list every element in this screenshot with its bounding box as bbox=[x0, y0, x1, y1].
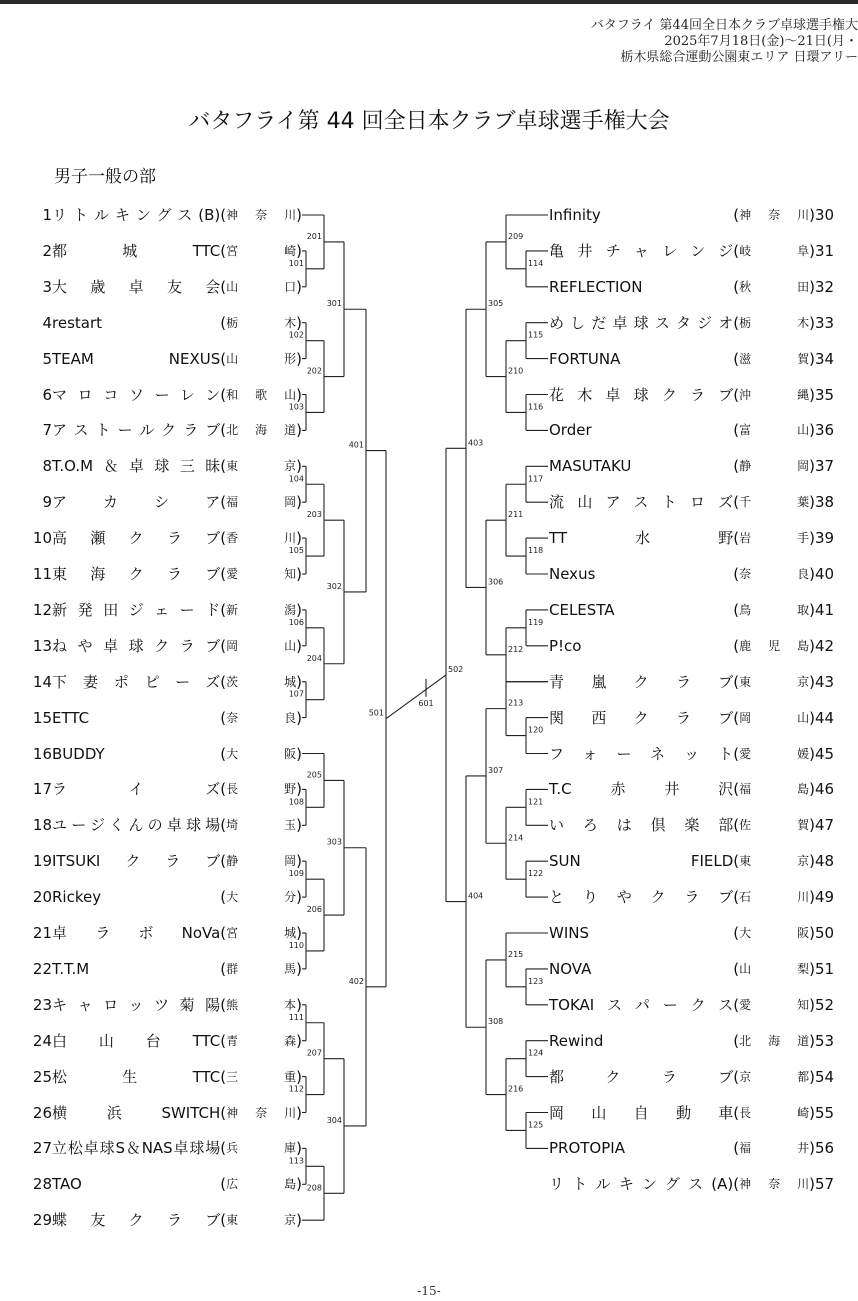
team-name: 松生TTC bbox=[52, 1067, 221, 1086]
team-name: 新発田ジェード bbox=[52, 600, 221, 619]
team-prefecture: 群馬 bbox=[226, 961, 297, 976]
team-seed: 9 bbox=[42, 493, 52, 512]
team-name: 白山台TTC bbox=[52, 1031, 221, 1050]
match-number: 207 bbox=[306, 1048, 322, 1058]
team-entry: Rewind ( 北海道 ) 53 bbox=[549, 1030, 845, 1052]
team-name: アストールクラブ bbox=[52, 421, 221, 440]
team-prefecture: 福島 bbox=[739, 782, 810, 797]
team-seed: 50 bbox=[815, 924, 835, 942]
team-prefecture: 愛媛 bbox=[739, 746, 810, 761]
team-seed: 20 bbox=[32, 888, 52, 907]
team-name: TOKAIスパークス bbox=[549, 995, 734, 1014]
team-prefecture: 静岡 bbox=[739, 459, 810, 474]
team-seed: 24 bbox=[32, 1031, 52, 1050]
team-entry: 岡山自動車 ( 長崎 ) 55 bbox=[549, 1102, 845, 1124]
team-prefecture: 山口 bbox=[226, 279, 297, 294]
team-name: CELESTA bbox=[549, 600, 615, 619]
team-entry: 3 大歳卓友会 ( 山口 ) bbox=[0, 276, 302, 298]
team-name: Infinity bbox=[549, 206, 601, 224]
team-name: とりやクラブ bbox=[549, 888, 734, 907]
team-name: アカシア bbox=[52, 493, 221, 512]
team-name: ライズ bbox=[52, 780, 221, 799]
match-number: 208 bbox=[306, 1183, 322, 1193]
team-seed: 10 bbox=[32, 529, 52, 548]
team-prefecture: 愛知 bbox=[226, 567, 297, 581]
team-entry: 19 ITSUKIクラブ ( 静岡 ) bbox=[0, 850, 302, 872]
match-number: 102 bbox=[288, 330, 304, 340]
team-prefecture: 岩手 bbox=[739, 531, 810, 546]
team-entry: リトルキングス(A) ( 神奈川 ) 57 bbox=[549, 1173, 845, 1195]
match-number: 120 bbox=[528, 725, 544, 735]
team-prefecture: 熊本 bbox=[226, 997, 297, 1012]
team-name: REFLECTION bbox=[549, 277, 643, 296]
team-name: 岡山自動車 bbox=[549, 1103, 734, 1122]
team-name: 亀井チャレンジ bbox=[549, 241, 734, 260]
team-entry: CELESTA ( 鳥取 ) 41 bbox=[549, 599, 845, 621]
team-name: 東海クラブ bbox=[52, 565, 221, 583]
team-prefecture: 長野 bbox=[226, 782, 297, 797]
team-name: restart bbox=[52, 313, 103, 332]
team-seed: 6 bbox=[42, 385, 52, 404]
team-name: Rickey bbox=[52, 888, 102, 907]
team-prefecture: 奈良 bbox=[226, 710, 297, 725]
team-entry: 24 白山台TTC ( 青森 ) bbox=[0, 1030, 302, 1052]
team-name: T.O.M＆卓球三昧 bbox=[52, 457, 221, 476]
match-number: 404 bbox=[468, 891, 484, 901]
team-entry: SUN FIELD ( 東京 ) 48 bbox=[549, 850, 845, 872]
match-number: 307 bbox=[488, 765, 504, 775]
team-prefecture: 長崎 bbox=[739, 1105, 810, 1120]
team-prefecture: 東京 bbox=[226, 1213, 297, 1228]
team-seed: 25 bbox=[32, 1067, 52, 1086]
team-seed: 38 bbox=[815, 493, 835, 512]
team-seed: 11 bbox=[32, 565, 52, 583]
team-seed: 16 bbox=[32, 744, 52, 763]
team-prefecture: 香川 bbox=[226, 531, 297, 546]
match-number: 118 bbox=[528, 546, 544, 556]
team-seed: 18 bbox=[32, 816, 52, 835]
team-seed: 51 bbox=[815, 959, 835, 978]
match-number: 107 bbox=[288, 689, 304, 699]
match-number: 403 bbox=[468, 438, 484, 448]
match-number: 502 bbox=[448, 664, 464, 674]
team-entry: 関西クラブ ( 岡山 ) 44 bbox=[549, 707, 845, 729]
team-name: 下妻ポピーズ bbox=[52, 672, 221, 691]
team-entry: 12 新発田ジェード ( 新潟 ) bbox=[0, 599, 302, 621]
team-prefecture: 栃木 bbox=[739, 315, 810, 330]
team-name: 大歳卓友会 bbox=[52, 277, 221, 296]
team-prefecture: 山形 bbox=[226, 351, 297, 366]
team-prefecture: 広島 bbox=[226, 1177, 297, 1192]
team-entry: 26 横浜SWITCH ( 神奈川 ) bbox=[0, 1102, 302, 1124]
team-entry: TOKAIスパークス ( 愛知 ) 52 bbox=[549, 994, 845, 1016]
team-seed: 46 bbox=[815, 780, 835, 799]
team-seed: 12 bbox=[32, 600, 52, 619]
match-number: 104 bbox=[288, 474, 304, 484]
team-seed: 3 bbox=[42, 277, 52, 296]
team-entry: 27 立松卓球S＆NAS卓球場 ( 兵庫 ) bbox=[0, 1137, 302, 1159]
team-name: 高瀬クラブ bbox=[52, 529, 221, 548]
match-number: 119 bbox=[528, 617, 544, 627]
team-name: キャロッツ菊陽 bbox=[52, 995, 221, 1014]
match-number: 204 bbox=[306, 653, 322, 663]
match-number: 206 bbox=[306, 905, 322, 915]
team-seed: 7 bbox=[42, 421, 52, 440]
team-seed: 42 bbox=[815, 636, 835, 655]
team-prefecture: 福岡 bbox=[226, 495, 297, 510]
team-name: T.T.M bbox=[52, 959, 90, 978]
team-name: 花木卓球クラブ bbox=[549, 385, 734, 404]
team-entry: 花木卓球クラブ ( 沖縄 ) 35 bbox=[549, 384, 845, 406]
team-prefecture: 静岡 bbox=[226, 854, 297, 869]
team-prefecture: 奈良 bbox=[739, 567, 810, 581]
match-number: 215 bbox=[508, 949, 524, 959]
team-entry: 14 下妻ポピーズ ( 茨城 ) bbox=[0, 671, 302, 693]
team-prefecture: 宮城 bbox=[226, 926, 297, 940]
match-number: 306 bbox=[488, 577, 504, 587]
team-prefecture: 大阪 bbox=[739, 926, 810, 940]
match-number: 111 bbox=[288, 1012, 304, 1022]
team-name: PROTOPIA bbox=[549, 1139, 625, 1158]
team-name: 青嵐クラブ bbox=[549, 672, 734, 691]
team-prefecture: 鳥取 bbox=[739, 602, 810, 617]
team-name: TEAM NEXUS bbox=[52, 349, 221, 368]
team-name: 流山アストロズ bbox=[549, 493, 734, 512]
match-number: 114 bbox=[528, 258, 544, 268]
team-entry: 29 蝶友クラブ ( 東京 ) bbox=[0, 1209, 302, 1231]
team-seed: 40 bbox=[815, 565, 835, 583]
team-entry: WINS ( 大阪 ) 50 bbox=[549, 922, 845, 944]
team-seed: 54 bbox=[815, 1067, 835, 1086]
match-number: 125 bbox=[528, 1120, 544, 1130]
team-entry: REFLECTION ( 秋田 ) 32 bbox=[549, 276, 845, 298]
section-title: 男子一般の部 bbox=[54, 167, 156, 187]
team-entry: 25 松生TTC ( 三重 ) bbox=[0, 1066, 302, 1088]
team-seed: 8 bbox=[42, 457, 52, 476]
team-prefecture: 北海道 bbox=[739, 1033, 810, 1048]
match-number: 121 bbox=[528, 797, 544, 807]
team-prefecture: 茨城 bbox=[226, 674, 297, 689]
match-number: 123 bbox=[528, 976, 544, 986]
team-entry: いろは倶楽部 ( 佐賀 ) 47 bbox=[549, 814, 845, 836]
team-seed: 56 bbox=[815, 1139, 835, 1158]
team-name: いろは倶楽部 bbox=[549, 816, 734, 835]
team-prefecture: 宮崎 bbox=[226, 243, 297, 258]
team-name: 蝶友クラブ bbox=[52, 1211, 221, 1230]
team-prefecture: 石川 bbox=[739, 890, 810, 905]
team-entry: Nexus ( 奈良 ) 40 bbox=[549, 563, 845, 585]
team-seed: 17 bbox=[32, 780, 52, 799]
team-entry: 2 都城TTC ( 宮崎 ) bbox=[0, 240, 302, 262]
team-name: フォーネット bbox=[549, 744, 734, 763]
team-entry: 20 Rickey ( 大分 ) bbox=[0, 886, 302, 908]
match-number: 205 bbox=[306, 770, 322, 780]
team-entry: 6 マロコソーレン ( 和歌山 ) bbox=[0, 384, 302, 406]
team-prefecture: 東京 bbox=[739, 674, 810, 689]
team-name: TT水野 bbox=[549, 529, 734, 548]
team-name: マロコソーレン bbox=[52, 385, 221, 404]
match-number: 308 bbox=[488, 1017, 504, 1027]
team-entry: 7 アストールクラブ ( 北海道 ) bbox=[0, 419, 302, 441]
team-entry: 17 ライズ ( 長野 ) bbox=[0, 778, 302, 800]
team-prefecture: 大阪 bbox=[226, 746, 297, 761]
match-number: 402 bbox=[348, 976, 364, 986]
team-entry: 11 東海クラブ ( 愛知 ) bbox=[0, 563, 302, 585]
team-name: Nexus bbox=[549, 565, 596, 583]
team-seed: 27 bbox=[32, 1139, 52, 1158]
match-number: 122 bbox=[528, 869, 544, 879]
team-entry: T.C赤井沢 ( 福島 ) 46 bbox=[549, 778, 845, 800]
team-entry: 23 キャロッツ菊陽 ( 熊本 ) bbox=[0, 994, 302, 1016]
team-prefecture: 神奈川 bbox=[739, 208, 810, 222]
team-entry: 28 TAO ( 広島 ) bbox=[0, 1173, 302, 1195]
match-number: 105 bbox=[288, 546, 304, 556]
team-entry: Infinity ( 神奈川 ) 30 bbox=[549, 204, 845, 226]
team-name: Order bbox=[549, 421, 592, 440]
team-entry: 4 restart ( 栃木 ) bbox=[0, 312, 302, 334]
team-prefecture: 富山 bbox=[739, 423, 810, 438]
team-entry: MASUTAKU ( 静岡 ) 37 bbox=[549, 455, 845, 477]
team-prefecture: 新潟 bbox=[226, 602, 297, 617]
team-seed: 34 bbox=[815, 349, 835, 368]
team-prefecture: 京都 bbox=[739, 1069, 810, 1084]
team-prefecture: 福井 bbox=[739, 1141, 810, 1156]
team-prefecture: 三重 bbox=[226, 1069, 297, 1084]
team-entry: P!co ( 鹿児島 ) 42 bbox=[549, 635, 845, 657]
team-entry: 9 アカシア ( 福岡 ) bbox=[0, 491, 302, 513]
team-prefecture: 岐阜 bbox=[739, 243, 810, 258]
team-prefecture: 神奈川 bbox=[739, 1177, 810, 1192]
team-entry: TT水野 ( 岩手 ) 39 bbox=[549, 527, 845, 549]
match-number: 303 bbox=[326, 837, 342, 847]
team-name: 関西クラブ bbox=[549, 708, 734, 727]
team-seed: 33 bbox=[815, 313, 835, 332]
match-number: 601 bbox=[418, 698, 434, 708]
match-number: 212 bbox=[508, 644, 524, 654]
match-number: 106 bbox=[288, 617, 304, 627]
team-entry: 都クラブ ( 京都 ) 54 bbox=[549, 1066, 845, 1088]
team-prefecture: 鹿児島 bbox=[739, 638, 810, 653]
team-name: WINS bbox=[549, 924, 589, 942]
team-name: SUN FIELD bbox=[549, 852, 734, 871]
team-name: 横浜SWITCH bbox=[52, 1103, 221, 1122]
team-prefecture: 北海道 bbox=[226, 423, 297, 438]
team-name: BUDDY bbox=[52, 744, 105, 763]
team-seed: 41 bbox=[815, 600, 835, 619]
team-entry: 青嵐クラブ ( 東京 ) 43 bbox=[549, 671, 845, 693]
team-seed: 37 bbox=[815, 457, 835, 476]
bracket-line bbox=[386, 675, 446, 719]
team-seed: 28 bbox=[32, 1175, 52, 1194]
team-seed: 52 bbox=[815, 995, 835, 1014]
team-seed: 49 bbox=[815, 888, 835, 907]
team-prefecture: 埼玉 bbox=[226, 818, 297, 833]
team-name: ITSUKIクラブ bbox=[52, 852, 221, 871]
match-number: 304 bbox=[326, 1115, 342, 1125]
team-entry: 8 T.O.M＆卓球三昧 ( 東京 ) bbox=[0, 455, 302, 477]
team-name: リトルキングス(A) bbox=[549, 1175, 734, 1194]
match-number: 209 bbox=[508, 231, 524, 241]
team-seed: 21 bbox=[32, 924, 52, 942]
team-entry: NOVA ( 山梨 ) 51 bbox=[549, 958, 845, 980]
team-name: めしだ卓球スタジオ bbox=[549, 313, 734, 332]
team-entry: 18 ユージくんの卓球場 ( 埼玉 ) bbox=[0, 814, 302, 836]
team-prefecture: 神奈川 bbox=[226, 1105, 297, 1120]
match-number: 109 bbox=[288, 869, 304, 879]
team-seed: 5 bbox=[42, 349, 52, 368]
team-seed: 4 bbox=[42, 313, 52, 332]
match-number: 302 bbox=[326, 581, 342, 591]
team-name: T.C赤井沢 bbox=[549, 780, 734, 799]
event-date-header: 2025年7月18日(金)～21日(月・ bbox=[664, 34, 858, 49]
team-seed: 1 bbox=[42, 206, 52, 224]
team-seed: 26 bbox=[32, 1103, 52, 1122]
team-seed: 15 bbox=[32, 708, 52, 727]
team-seed: 47 bbox=[815, 816, 835, 835]
team-entry: PROTOPIA ( 福井 ) 56 bbox=[549, 1137, 845, 1159]
match-number: 210 bbox=[508, 366, 524, 376]
match-number: 214 bbox=[508, 833, 524, 843]
team-name: P!co bbox=[549, 636, 582, 655]
team-prefecture: 佐賀 bbox=[739, 818, 810, 833]
team-prefecture: 神奈川 bbox=[226, 208, 297, 222]
team-seed: 35 bbox=[815, 385, 835, 404]
team-prefecture: 岡山 bbox=[226, 638, 297, 653]
team-prefecture: 和歌山 bbox=[226, 387, 297, 402]
match-number: 203 bbox=[306, 510, 322, 520]
team-name: 卓ラボNoVa bbox=[52, 924, 221, 942]
team-name: ETTC bbox=[52, 708, 90, 727]
team-name: FORTUNA bbox=[549, 349, 621, 368]
team-prefecture: 山梨 bbox=[739, 961, 810, 976]
event-name-header: バタフライ 第44回全日本クラブ卓球選手権大 bbox=[590, 18, 858, 33]
match-number: 211 bbox=[508, 510, 524, 520]
match-number: 501 bbox=[368, 708, 384, 718]
team-seed: 2 bbox=[42, 241, 52, 260]
team-name: TAO bbox=[52, 1175, 82, 1194]
team-entry: 15 ETTC ( 奈良 ) bbox=[0, 707, 302, 729]
page-title: バタフライ第 44 回全日本クラブ卓球選手権大会 bbox=[188, 109, 670, 134]
match-number: 112 bbox=[288, 1084, 304, 1094]
team-seed: 13 bbox=[32, 636, 52, 655]
team-name: ユージくんの卓球場 bbox=[52, 816, 221, 835]
team-entry: めしだ卓球スタジオ ( 栃木 ) 33 bbox=[549, 312, 845, 334]
match-number: 108 bbox=[288, 797, 304, 807]
team-seed: 36 bbox=[815, 421, 835, 440]
team-seed: 55 bbox=[815, 1103, 835, 1122]
team-seed: 30 bbox=[815, 206, 835, 224]
team-entry: 16 BUDDY ( 大阪 ) bbox=[0, 743, 302, 765]
team-name: 立松卓球S＆NAS卓球場 bbox=[52, 1139, 221, 1158]
team-prefecture: 東京 bbox=[226, 459, 297, 474]
team-seed: 45 bbox=[815, 744, 835, 763]
team-name: MASUTAKU bbox=[549, 457, 632, 476]
match-number: 201 bbox=[306, 231, 322, 241]
team-entry: 5 TEAM NEXUS ( 山形 ) bbox=[0, 348, 302, 370]
team-seed: 53 bbox=[815, 1031, 835, 1050]
team-seed: 19 bbox=[32, 852, 52, 871]
match-number: 110 bbox=[288, 940, 304, 950]
match-number: 213 bbox=[508, 698, 524, 708]
team-prefecture: 岡山 bbox=[739, 710, 810, 725]
team-entry: とりやクラブ ( 石川 ) 49 bbox=[549, 886, 845, 908]
team-seed: 44 bbox=[815, 708, 835, 727]
match-number: 305 bbox=[488, 299, 504, 309]
match-number: 117 bbox=[528, 474, 544, 484]
team-seed: 31 bbox=[815, 241, 835, 260]
match-number: 113 bbox=[288, 1156, 304, 1166]
team-prefecture: 愛知 bbox=[739, 997, 810, 1012]
match-number: 124 bbox=[528, 1048, 544, 1058]
team-entry: 13 ねや卓球クラブ ( 岡山 ) bbox=[0, 635, 302, 657]
match-number: 115 bbox=[528, 330, 544, 340]
team-name: Rewind bbox=[549, 1031, 604, 1050]
team-entry: Order ( 富山 ) 36 bbox=[549, 419, 845, 441]
team-name: リトルキングス(B) bbox=[52, 206, 221, 224]
page-number: -15- bbox=[417, 1284, 441, 1298]
team-prefecture: 大分 bbox=[226, 890, 297, 905]
team-name: 都クラブ bbox=[549, 1067, 734, 1086]
team-entry: 22 T.T.M ( 群馬 ) bbox=[0, 958, 302, 980]
match-number: 216 bbox=[508, 1084, 524, 1094]
team-seed: 48 bbox=[815, 852, 835, 871]
team-prefecture: 栃木 bbox=[226, 315, 297, 330]
team-entry: 亀井チャレンジ ( 岐阜 ) 31 bbox=[549, 240, 845, 262]
team-seed: 57 bbox=[815, 1175, 835, 1194]
event-venue-header: 栃木県総合運動公園東エリア 日環アリー bbox=[620, 50, 858, 65]
match-number: 116 bbox=[528, 402, 544, 412]
team-entry: 21 卓ラボNoVa ( 宮城 ) bbox=[0, 922, 302, 944]
team-prefecture: 沖縄 bbox=[739, 387, 810, 402]
team-prefecture: 千葉 bbox=[739, 495, 810, 510]
team-prefecture: 青森 bbox=[226, 1033, 297, 1048]
team-name: ねや卓球クラブ bbox=[52, 636, 221, 655]
match-number: 103 bbox=[288, 402, 304, 412]
team-seed: 32 bbox=[815, 277, 835, 296]
team-seed: 14 bbox=[32, 672, 52, 691]
match-number: 401 bbox=[348, 440, 364, 450]
team-prefecture: 滋賀 bbox=[739, 351, 810, 366]
match-number: 301 bbox=[326, 299, 342, 309]
team-seed: 39 bbox=[815, 529, 835, 548]
match-number: 202 bbox=[306, 366, 322, 376]
team-entry: 流山アストロズ ( 千葉 ) 38 bbox=[549, 491, 845, 513]
team-name: 都城TTC bbox=[52, 241, 221, 260]
team-entry: FORTUNA ( 滋賀 ) 34 bbox=[549, 348, 845, 370]
team-prefecture: 東京 bbox=[739, 854, 810, 869]
team-seed: 23 bbox=[32, 995, 52, 1014]
team-prefecture: 秋田 bbox=[739, 279, 810, 294]
team-entry: フォーネット ( 愛媛 ) 45 bbox=[549, 743, 845, 765]
team-entry: 10 高瀬クラブ ( 香川 ) bbox=[0, 527, 302, 549]
team-name: NOVA bbox=[549, 959, 592, 978]
match-number: 101 bbox=[288, 258, 304, 268]
team-seed: 43 bbox=[815, 672, 835, 691]
team-seed: 29 bbox=[32, 1211, 52, 1230]
team-prefecture: 兵庫 bbox=[226, 1141, 297, 1156]
team-seed: 22 bbox=[32, 959, 52, 978]
team-entry: 1 リトルキングス(B) ( 神奈川 ) bbox=[0, 204, 302, 226]
